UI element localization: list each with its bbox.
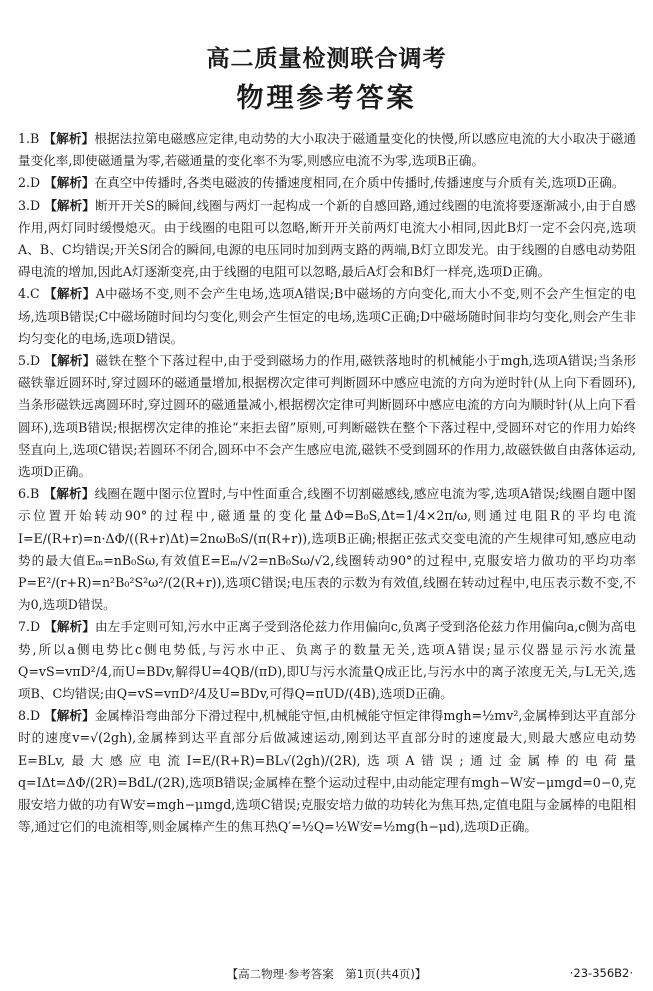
answer-text: 由左手定则可知,污水中正离子受到洛伦兹力作用偏向c,负离子受到洛伦兹力作用偏向a,c侧为高电势,所以a侧电势比c侧电势低,与污水中正、负离子的数量无关,选项A错误;显示仪器显示污水流量Q=vS=vπD²/4,而U=BDv,解得U=4QB/(πD),即U与污水流量Q成正比,与污水中的离子浓度无关,与L无关,选项B、C均错误;由Q=vS=vπD²/4及U=BDv,可得Q=πUD/(4B),选项D正确。 (18, 619, 636, 702)
answer-number: 6.B (18, 486, 40, 502)
footer-page-info: 【高二物理·参考答案 第1页(共4页)】 (226, 967, 427, 981)
answer-number: 4.C (18, 286, 40, 302)
answer-text: 线圈在题中图示位置时,与中性面重合,线圈不切割磁感线,感应电流为零,选项A错误;线圈自题中图示位置开始转动90°的过程中,磁通量的变化量ΔΦ=B₀S,Δt=1/4×2π/ω,则通过电阻R的平均电流I=E/(R+r)=n·ΔΦ/((R+r)Δt)=2nωB₀S/(π(R+r)),选项B正确;根据正弦式交变电流的产生规律可知,感应电动势的最大值Eₘ=nB₀Sω,有效值E=Eₘ/√2=nB₀Sω/√2,线圈转动90°的过程中,克服安培力做功的平均功率P=E²/(r+R)=n²B₀²S²ω²/(2(R+r)),选项C错误;电压表的示数为有效值,线圈在转动过程中,电压表示数不变,不为0,选项D错误。 (18, 486, 637, 613)
answer-item-1 (18, 128, 636, 172)
answer-item-2 (18, 172, 636, 194)
answer-item-6 (18, 483, 636, 616)
answer-number: 1.B (18, 131, 40, 146)
page-subtitle: 物理参考答案 (236, 83, 417, 114)
answer-number: 7.D (18, 619, 41, 635)
answer-list (18, 128, 636, 839)
answer-number: 8.D (18, 708, 41, 724)
answer-item-5 (18, 350, 636, 483)
analysis-tag: 【解析】 (43, 131, 95, 146)
answer-text: 断开开关S的瞬间,线圈与两灯一起构成一个新的自感回路,通过线圈的电流将要逐渐减小,由于自感作用,两灯同时缓慢熄灭。由于线圈的电阻可以忽略,断开开关前两灯电流大小相同,因此B灯一定不会闪亮,选项A、B、C均错误;开关S闭合的瞬间,电源的电压同时加到两支路的两端,B灯立即发光。由于线圈的自感电动势阻碍电流的增加,因此A灯逐渐变亮,由于线圈的电阻可以忽略,最后A灯会和B灯一样亮,选项D正确。 (18, 197, 637, 280)
analysis-tag: 【解析】 (44, 708, 95, 724)
answer-text: A中磁场不变,则不会产生电场,选项A错误;B中磁场的方向变化,而大小不变,则不会产生恒定的电场,选项B错误;C中磁场随时间均匀变化,则会产生恒定的电场,选项C正确;D中磁场随时间非均匀变化,则会产生非均匀变化的电场,选项D错误。 (18, 286, 636, 346)
answer-number: 2.D (18, 175, 41, 191)
analysis-tag: 【解析】 (43, 486, 95, 502)
answer-item-8 (18, 705, 636, 838)
answer-item-4 (18, 283, 636, 350)
answer-number: 5.D (18, 353, 41, 369)
answer-item-3 (18, 195, 636, 284)
analysis-tag: 【解析】 (44, 175, 95, 191)
analysis-tag: 【解析】 (44, 197, 95, 213)
analysis-tag: 【解析】 (44, 353, 96, 369)
answer-text: 磁铁在整个下落过程中,由于受到磁场力的作用,磁铁落地时的机械能小于mgh,选项A错误;当条形磁铁靠近圆环时,穿过圆环的磁通量增加,根据楞次定律可判断圆环中感应电流的方向为逆时针(从上向下看圆环),当条形磁铁远离圆环时,穿过圆环的磁通量减小,根据楞次定律可判断圆环中感应电流的方向为顺时针(从上向下看圆环),选项B错误;根据楞次定律的推论“来拒去留”原则,可判断磁铁在整个下落过程中,受圆环对它的作用力始终竖直向上,选项C错误;若圆环不闭合,圆环中不会产生感应电流,磁铁不受到圆环的作用力,故磁铁做自由落体运动,选项D正确。 (18, 353, 637, 480)
answer-text: 在真空中传播时,各类电磁波的传播速度相同,在介质中传播时,传播速度与介质有关,选项D正确。 (94, 175, 625, 191)
footer-code: ·23-356B2· (569, 966, 633, 980)
page-title: 高二质量检测联合调考 (206, 46, 447, 72)
analysis-tag: 【解析】 (43, 286, 96, 302)
answer-number: 3.D (18, 197, 41, 213)
answer-text: 金属棒沿弯曲部分下滑过程中,机械能守恒,由机械能守恒定律得mgh=½mv²,金属棒到达平直部分时的速度v=√(2gh),金属棒到达平直部分后做减速运动,刚到达平直部分时的速度最大,则最大感应电动势E=BLv,最大感应电流I=E/(R+R)=BL√(2gh)/(2R),选项A错误;通过金属棒的电荷量q=IΔt=ΔΦ/(2R)=BdL/(2R),选项B错误;金属棒在整个运动过程中,由动能定理有mgh−W安−μmgd=0−0,克服安培力做的功有W安=mgh−μmgd,选项C错误;克服安培力做的功转化为焦耳热,定值电阻与金属棒的电阻相等,通过它们的电流相等,则金属棒产生的焦耳热Q′=½Q=½W安=½mg(h−μd),选项D正确。 (18, 708, 636, 835)
answer-item-7 (18, 616, 636, 705)
answer-text: 根据法拉第电磁感应定律,电动势的大小取决于磁通量变化的快慢,所以感应电流的大小取决于磁通量变化率,即使磁通量为零,若磁通量的变化率不为零,则感应电流不为零,选项B正确。 (18, 131, 636, 169)
analysis-tag: 【解析】 (44, 619, 95, 635)
